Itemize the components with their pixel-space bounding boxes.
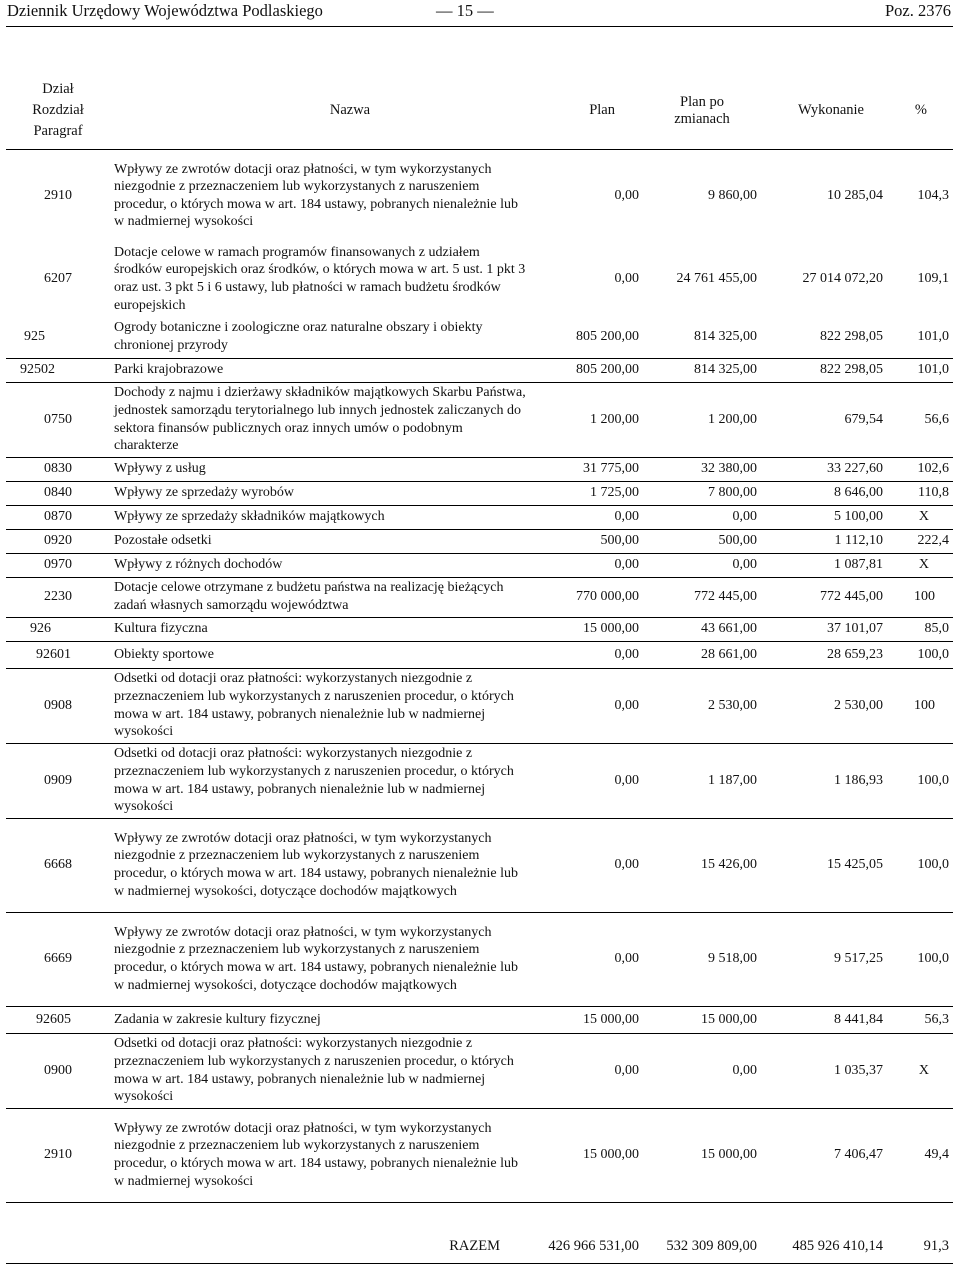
row-wykonanie: 10 285,04: [827, 187, 883, 203]
row-plan: 0,00: [530, 743, 643, 818]
row-plan: 0,00: [614, 271, 639, 286]
row-code: 0920: [6, 529, 110, 553]
row-code: 92605: [6, 1006, 110, 1033]
table-row: [6, 316, 953, 358]
row-wykonanie: 822 298,05: [761, 358, 887, 382]
row-plan: 500,00: [530, 529, 643, 553]
row-procent: 100: [887, 577, 953, 617]
row-plan-po-zmianach: 9 518,00: [643, 912, 761, 1006]
row-procent: 104,3: [917, 187, 949, 203]
row-procent: 100,0: [887, 743, 953, 818]
row-name: Odsetki od dotacji oraz płatności: wykorzystanych niezgodnie z przeznaczeniem lub wykorzystanych z naruszenien procedur, o których mowa w art. 184 ustawy, pobranych nienależnie lub w nadmiernej wysokości: [110, 1033, 530, 1108]
row-plan: 0,00: [530, 641, 643, 668]
row-code: 0908: [6, 668, 110, 743]
row-plan-po-zmianach: 772 445,00: [643, 577, 761, 617]
row-wykonanie: 28 659,23: [761, 641, 887, 668]
row-plan-po-zmianach: 15 000,00: [643, 1108, 761, 1202]
total-plan: 426 966 531,00: [530, 1202, 643, 1263]
row-wykonanie: 1 087,81: [761, 553, 887, 577]
row-plan-po-zmianach: 32 380,00: [643, 457, 761, 481]
row-code: 6207: [44, 271, 72, 286]
row-name: Obiekty sportowe: [110, 641, 530, 668]
table-row: [6, 529, 953, 553]
row-plan-po-zmianach: 0,00: [643, 505, 761, 529]
row-wykonanie: 33 227,60: [761, 457, 887, 481]
col-header-paragraf: Paragraf: [33, 123, 83, 140]
row-wykonanie: 1 112,10: [761, 529, 887, 553]
journal-title: Dziennik Urzędowy Województwa Podlaskiego: [7, 1, 323, 20]
page-number: — 15 —: [436, 1, 494, 20]
row-name: Zadania w zakresie kultury fizycznej: [110, 1006, 530, 1033]
col-header-plan: Plan: [530, 73, 643, 149]
row-wykonanie: 37 101,07: [761, 617, 887, 641]
table-row: [6, 668, 953, 743]
row-code: 6669: [6, 912, 110, 1006]
table-header-row: [6, 73, 953, 149]
col-header-rozdzial: Rozdział: [32, 102, 84, 119]
row-wykonanie: 822 298,05: [761, 316, 887, 358]
row-plan-po-zmianach: 500,00: [643, 529, 761, 553]
row-plan-po-zmianach: 1 187,00: [643, 743, 761, 818]
row-plan: 0,00: [530, 553, 643, 577]
row-procent: 102,6: [887, 457, 953, 481]
row-wykonanie: 1 186,93: [761, 743, 887, 818]
table-row: [6, 818, 953, 912]
row-plan: 31 775,00: [530, 457, 643, 481]
row-plan-po-zmianach: 15 426,00: [643, 818, 761, 912]
row-wykonanie: 1 035,37: [761, 1033, 887, 1108]
row-plan-po-zmianach: 28 661,00: [643, 641, 761, 668]
row-code: 6668: [6, 818, 110, 912]
row-code: 0870: [6, 505, 110, 529]
row-plan-po-zmianach: 24 761 455,00: [676, 271, 757, 286]
row-name: Wpływy ze sprzedaży wyrobów: [110, 481, 530, 505]
row-plan: 805 200,00: [530, 316, 643, 358]
table-row: [6, 481, 953, 505]
table-row: [6, 641, 953, 668]
row-code: 2910: [6, 1108, 110, 1202]
total-plan-po-zmianach: 532 309 809,00: [643, 1202, 761, 1263]
row-wykonanie: 9 517,25: [761, 912, 887, 1006]
row-name: Kultura fizyczna: [110, 617, 530, 641]
row-wykonanie: 27 014 072,20: [802, 271, 883, 286]
budget-table: [6, 73, 953, 1264]
row-plan: 15 000,00: [530, 617, 643, 641]
row-wykonanie: 772 445,00: [761, 577, 887, 617]
row-plan: 805 200,00: [530, 358, 643, 382]
row-code: 0909: [6, 743, 110, 818]
row-plan-po-zmianach: 814 325,00: [643, 358, 761, 382]
col-header-classification: [6, 73, 110, 149]
row-plan: 0,00: [530, 912, 643, 1006]
col-header-plan-po-zmianach: Plan po zmianach: [643, 73, 761, 149]
row-plan-po-zmianach: 15 000,00: [643, 1006, 761, 1033]
row-wykonanie: 15 425,05: [761, 818, 887, 912]
row-code: 2230: [6, 577, 110, 617]
row-procent: 100: [887, 668, 953, 743]
row-plan-po-zmianach: 814 325,00: [643, 316, 761, 358]
row-code: 925: [6, 316, 110, 358]
row-name: Odsetki od dotacji oraz płatności: wykorzystanych niezgodnie z przeznaczeniem lub wykorzystanych z naruszenien procedur, o których mowa w art. 184 ustawy, pobranych nienależnie lub w nadmiernej wysokości: [110, 668, 530, 743]
row-plan-po-zmianach: 9 860,00: [708, 187, 757, 203]
table-row: [6, 1033, 953, 1108]
row-procent: 100,0: [887, 912, 953, 1006]
row-wykonanie: 8 646,00: [761, 481, 887, 505]
row-plan: 0,00: [530, 818, 643, 912]
row-plan: 0,00: [530, 505, 643, 529]
row-procent: 100,0: [887, 818, 953, 912]
col-header-dzial: Dział: [42, 81, 74, 98]
row-code: 926: [6, 617, 110, 641]
row-plan-po-zmianach: 0,00: [643, 1033, 761, 1108]
table-row: [6, 617, 953, 641]
row-plan-po-zmianach: 1 200,00: [643, 382, 761, 457]
row-procent: 222,4: [887, 529, 953, 553]
row-procent: 49,4: [887, 1108, 953, 1202]
row-wykonanie: 5 100,00: [761, 505, 887, 529]
row-procent: 56,6: [887, 382, 953, 457]
table-row: [6, 912, 953, 1006]
position-number: Poz. 2376: [885, 1, 951, 20]
row-plan: 15 000,00: [530, 1108, 643, 1202]
row-plan: 1 200,00: [530, 382, 643, 457]
table-row: [6, 1006, 953, 1033]
row-code: 2910: [44, 187, 72, 203]
row-name: Wpływy ze zwrotów dotacji oraz płatności, w tym wykorzystanych niezgodnie z przeznaczeniem lub wykorzystanych z naruszeniem procedur, o których mowa w art. 184 ustawy, pobranych nienależnie lub w nadmiernej wysokości, dotyczące dochodów majątkowych: [110, 818, 530, 912]
row-name: Wpływy ze zwrotów dotacji oraz płatności, w tym wykorzystanych niezgodnie z przeznaczeniem lub wykorzystanych z naruszeniem procedur, o których mowa w art. 184 ustawy, pobranych nienależnie lub w nadmiernej wysokości, dotyczące dochodów majątkowych: [110, 912, 530, 1006]
table-row: [6, 382, 953, 457]
row-procent: X: [887, 505, 953, 529]
row-name: Wpływy ze sprzedaży składników majątkowych: [110, 505, 530, 529]
row-wykonanie: 2 530,00: [761, 668, 887, 743]
total-procent: 91,3: [887, 1202, 953, 1263]
table-row: [6, 1108, 953, 1202]
row-procent: 110,8: [887, 481, 953, 505]
table-row: [6, 149, 953, 242]
row-plan-po-zmianach: 2 530,00: [643, 668, 761, 743]
row-name: Pozostałe odsetki: [110, 529, 530, 553]
row-plan: 0,00: [530, 1033, 643, 1108]
table-row: [6, 553, 953, 577]
table-row: [6, 577, 953, 617]
table-row: [6, 358, 953, 382]
row-plan-po-zmianach: 0,00: [643, 553, 761, 577]
row-code: 0830: [6, 457, 110, 481]
row-plan-po-zmianach: 7 800,00: [643, 481, 761, 505]
row-code: 92601: [6, 641, 110, 668]
row-name: Dotacje celowe otrzymane z budżetu państwa na realizację bieżących zadań własnych samorządu województwa: [110, 577, 530, 617]
row-plan-po-zmianach: 43 661,00: [643, 617, 761, 641]
row-name: Dochody z najmu i dzierżawy składników majątkowych Skarbu Państwa, jednostek samorządu terytorialnego lub innych jednostek zaliczanych do sektora finansów publicznych oraz innych umów o podobnym charakterze: [110, 382, 530, 457]
col-header-procent: %: [887, 73, 953, 149]
row-procent: 109,1: [917, 271, 949, 286]
total-row: [6, 1202, 953, 1263]
row-procent: 56,3: [887, 1006, 953, 1033]
row-procent: X: [887, 553, 953, 577]
row-name: Parki krajobrazowe: [110, 358, 530, 382]
row-name: Wpływy z usług: [110, 457, 530, 481]
col-header-nazwa: Nazwa: [110, 73, 530, 149]
row-code: 92502: [6, 358, 110, 382]
row-plan: 770 000,00: [530, 577, 643, 617]
row-name: Ogrody botaniczne i zoologiczne oraz naturalne obszary i obiekty chronionej przyrody: [110, 316, 530, 358]
col-header-wykonanie: Wykonanie: [761, 73, 887, 149]
row-code: 0900: [6, 1033, 110, 1108]
row-name: Wpływy ze zwrotów dotacji oraz płatności, w tym wykorzystanych niezgodnie z przeznaczeniem lub wykorzystanych z naruszeniem procedur, o których mowa w art. 184 ustawy, pobranych nienależnie lub w nadmiernej wysokości: [110, 1108, 530, 1202]
row-name: Dotacje celowe w ramach programów finansowanych z udziałem środków europejskich oraz środków, o których mowa w art. 5 ust. 1 pkt 3 oraz ust. 3 pkt 5 i 6 ustawy, lub płatności w ramach budżetu środków europejskich: [114, 244, 526, 313]
row-plan: 0,00: [614, 187, 639, 203]
row-name: Wpływy ze zwrotów dotacji oraz płatności, w tym wykorzystanych niezgodnie z przeznaczeniem lub wykorzystanych z naruszeniem procedur, o których mowa w art. 184 ustawy, pobranych nienależnie lub w nadmiernej wysokości: [114, 161, 519, 230]
row-plan: 0,00: [530, 668, 643, 743]
row-name: Wpływy z różnych dochodów: [110, 553, 530, 577]
row-plan: 1 725,00: [530, 481, 643, 505]
page-header: [0, 0, 960, 28]
row-procent: 101,0: [887, 358, 953, 382]
total-wykonanie: 485 926 410,14: [761, 1202, 887, 1263]
row-code: 0750: [6, 382, 110, 457]
row-procent: 85,0: [887, 617, 953, 641]
row-procent: 101,0: [887, 316, 953, 358]
header-rule: [6, 26, 953, 27]
row-code: 0840: [6, 481, 110, 505]
row-procent: X: [887, 1033, 953, 1108]
table-row: [6, 743, 953, 818]
table-row: [6, 242, 953, 316]
table-row: [6, 457, 953, 481]
row-procent: 100,0: [887, 641, 953, 668]
row-code: 0970: [6, 553, 110, 577]
row-plan: 15 000,00: [530, 1006, 643, 1033]
row-wykonanie: 7 406,47: [761, 1108, 887, 1202]
total-label: RAZEM: [110, 1202, 530, 1263]
row-wykonanie: 679,54: [761, 382, 887, 457]
row-name: Odsetki od dotacji oraz płatności: wykorzystanych niezgodnie z przeznaczeniem lub wykorzystanych z naruszenien procedur, o których mowa w art. 184 ustawy, pobranych nienależnie lub w nadmiernej wysokości: [110, 743, 530, 818]
table-row: [6, 505, 953, 529]
row-wykonanie: 8 441,84: [761, 1006, 887, 1033]
